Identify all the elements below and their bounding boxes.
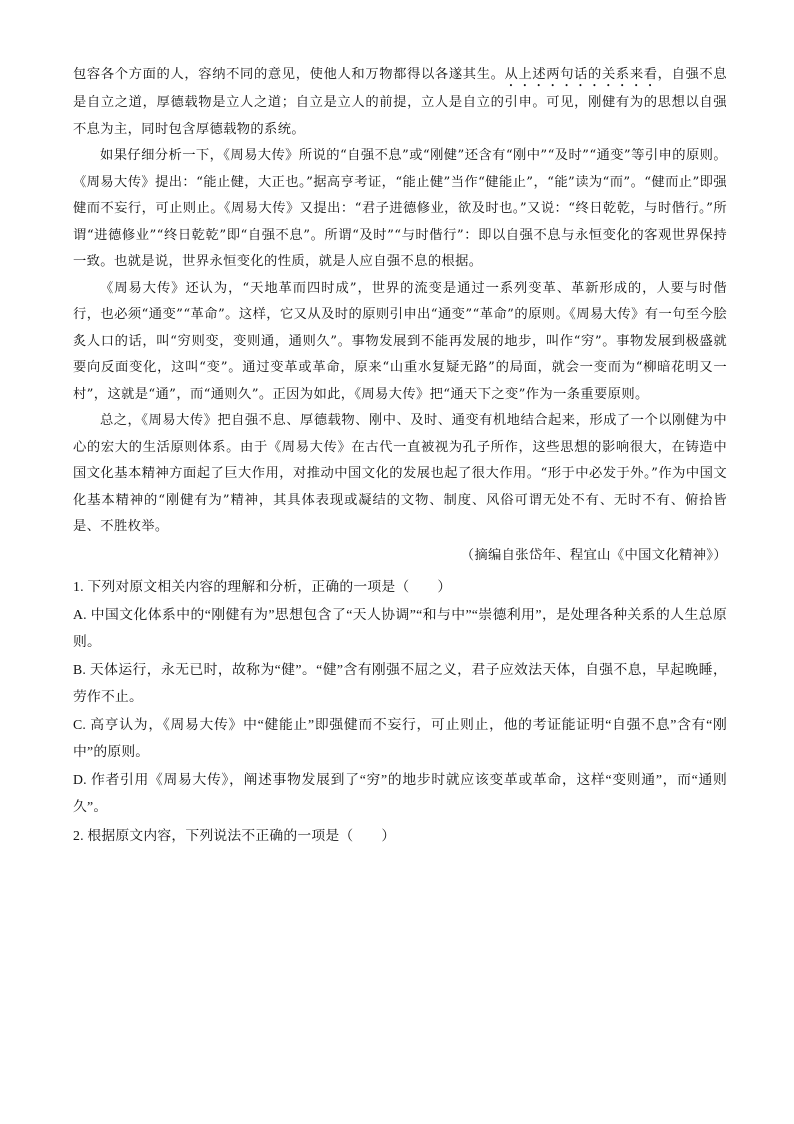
document-page [73,62,727,849]
passage-source: （摘编自张岱年、程宜山《中国文化精神》） [460,547,727,563]
passage-paragraph-2: 如果仔细分析一下，《周易大传》所说的“自强不息”或“刚健”还含有“刚中”“及时”“通变”等引申的原则。《周易大传》提出：“能止健，大正也。”据高亨考证，“能止健”当作“健能止”，“能”读为“而”。“健而止”即强健而不妄行，可止则止。《周易大传》又提出：“君子进德修业，欲及时也。”又说：“终日乾乾，与时偕行。”所谓“进德修业”“终日乾乾”即“自强不息”。所谓“及时”“与时偕行”：即以自强不息与永恒变化的客观世界保持一致。也就是说，世界永恒变化的性质，就是人应自强不息的根据。 [73,148,727,269]
passage-paragraph-3: 《周易大传》还认为，“天地革而四时成”，世界的流变是通过一系列变革、革新形成的，人要与时偕行，也必须“通变”“革命”。这样，它又从及时的原则引申出“通变”“革命”的原则。《周易大传》有一句至今脍炙人口的话，叫“穷则变，变则通，通则久”。事物发展到不能再发展的地步，叫作“穷”。事物发展到极盛就要向反面变化，这叫“变”。通过变革或革命，原来“山重水复疑无路”的局面，就会一变而为“柳暗花明又一村”，这就是“通”，而“通则久”。正因为如此，《周易大传》把“通天下之变”作为一条重要原则。 [73,280,727,402]
passage-paragraph-4: 总之，《周易大传》把自强不息、厚德载物、刚中、及时、通变有机地结合起来，形成了一个以刚健为中心的宏大的生活原则体系。由于《周易大传》在古代一直被视为孔子所作，这些思想的影响很大，在铸造中国文化基本精神方面起了巨大作用，对推动中国文化的发展也起了很大作用。“形于中必发于外。”作为中国文化基本精神的“刚健有为”精神，其具体表现或凝结的文物、制度、风俗可谓无处不有、无时不有、俯拾皆是、不胜枚举。 [73,413,727,534]
question-2-stem: 2. 根据原文内容，下列说法不正确的一项是（ ） [73,827,396,843]
question-1-option-a: A. 中国文化体系中的“刚健有为”思想包含了“天人协调”“和与中”“崇德利用”，是处理各种关系的人生总原则。 [73,606,727,649]
question-1-option-d: D. 作者引用《周易大传》，阐述事物发展到了“穷”的地步时就应该变革或革命，这样“变则通”，而“通则久”。 [73,771,727,814]
para1-text-c: 自强不息是自立之道，厚德载物是立人之道；自立是立人的前提，立人是自立的引申。可见，刚健有为的思想以自强不息为主，同时包含厚德载物的系统。 [73,67,727,137]
passage-paragraph-1 [73,62,727,143]
para1-emphasized-text: 从上述两句话的关系来看， [504,67,672,82]
question-1-option-b: B. 天体运行，永无已时，故称为“健”。“健”含有刚强不屈之义，君子应效法天体，自强不息，早起晚睡，劳作不止。 [73,661,727,704]
para1-text-a: 包容各个方面的人，容纳不同的意见，使他人和万物都得以各遂其生。 [73,67,505,82]
question-1-stem: 1. 下列对原文相关内容的理解和分析，正确的一项是（ ） [73,579,452,594]
question-1-option-c: C. 高亨认为，《周易大传》中“健能止”即强健而不妄行，可止则止，他的考证能证明“自强不息”含有“刚中”的原则。 [73,716,727,759]
